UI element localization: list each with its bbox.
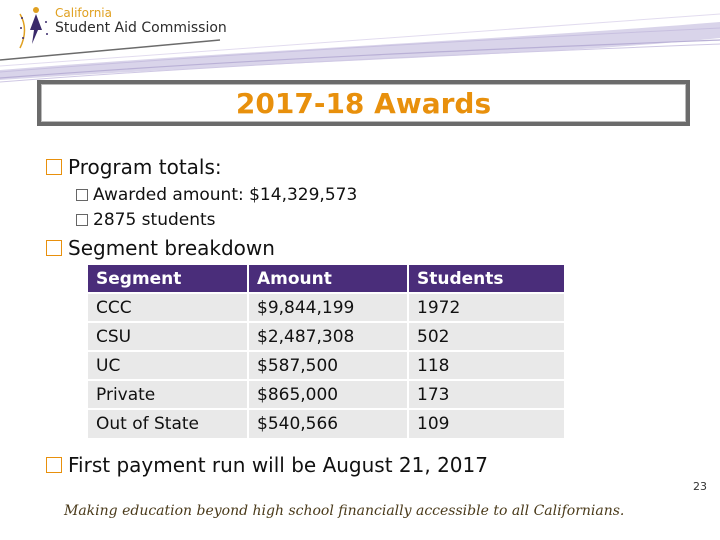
sub-bullet-students: [76, 210, 216, 230]
slide-title: 2017-18 Awards: [235, 87, 492, 120]
org-name: Student Aid Commission: [55, 20, 227, 36]
bullet-segment-breakdown: [46, 236, 275, 260]
checkbox-bullet-icon: [46, 159, 62, 175]
checkbox-bullet-icon: [76, 214, 88, 226]
header-amount: Amount: [248, 264, 408, 293]
cell-amount: $2,487,308: [248, 322, 408, 351]
cell-segment: CSU: [88, 322, 248, 351]
bullet-text: Program totals:: [68, 155, 222, 179]
cell-students: 173: [408, 380, 564, 409]
checkbox-bullet-icon: [46, 240, 62, 256]
table-row: [88, 351, 564, 380]
cell-students: 118: [408, 351, 564, 380]
table-row: [88, 322, 564, 351]
org-name-small: California: [55, 6, 112, 20]
table-header-row: [88, 264, 564, 293]
header-students: Students: [408, 264, 564, 293]
checkbox-bullet-icon: [76, 189, 88, 201]
segment-table: [88, 263, 564, 438]
bullet-text: Segment breakdown: [68, 236, 275, 260]
title-box: [37, 80, 690, 126]
table-row: [88, 409, 564, 438]
sub-bullet-awarded-amount: [76, 185, 357, 205]
header-segment: Segment: [88, 264, 248, 293]
cell-segment: Private: [88, 380, 248, 409]
footer-tagline: Making education beyond high school financially accessible to all Californians.: [64, 503, 625, 519]
bullet-text: Awarded amount: $14,329,573: [93, 185, 358, 205]
bullet-first-payment: [46, 453, 488, 477]
cell-segment: UC: [88, 351, 248, 380]
cell-amount: $587,500: [248, 351, 408, 380]
cell-amount: $865,000: [248, 380, 408, 409]
cell-amount: $540,566: [248, 409, 408, 438]
cell-students: 1972: [408, 293, 564, 322]
table-row: [88, 380, 564, 409]
page-number: 23: [693, 480, 707, 493]
commission-logo-icon: [16, 4, 52, 52]
cell-segment: Out of State: [88, 409, 248, 438]
checkbox-bullet-icon: [46, 457, 62, 473]
table-row: [88, 293, 564, 322]
bullet-text: 2875 students: [93, 210, 216, 230]
cell-segment: CCC: [88, 293, 248, 322]
bullet-program-totals: [46, 155, 222, 179]
cell-students: 109: [408, 409, 564, 438]
cell-students: 502: [408, 322, 564, 351]
bullet-text: First payment run will be August 21, 2017: [68, 453, 488, 477]
cell-amount: $9,844,199: [248, 293, 408, 322]
